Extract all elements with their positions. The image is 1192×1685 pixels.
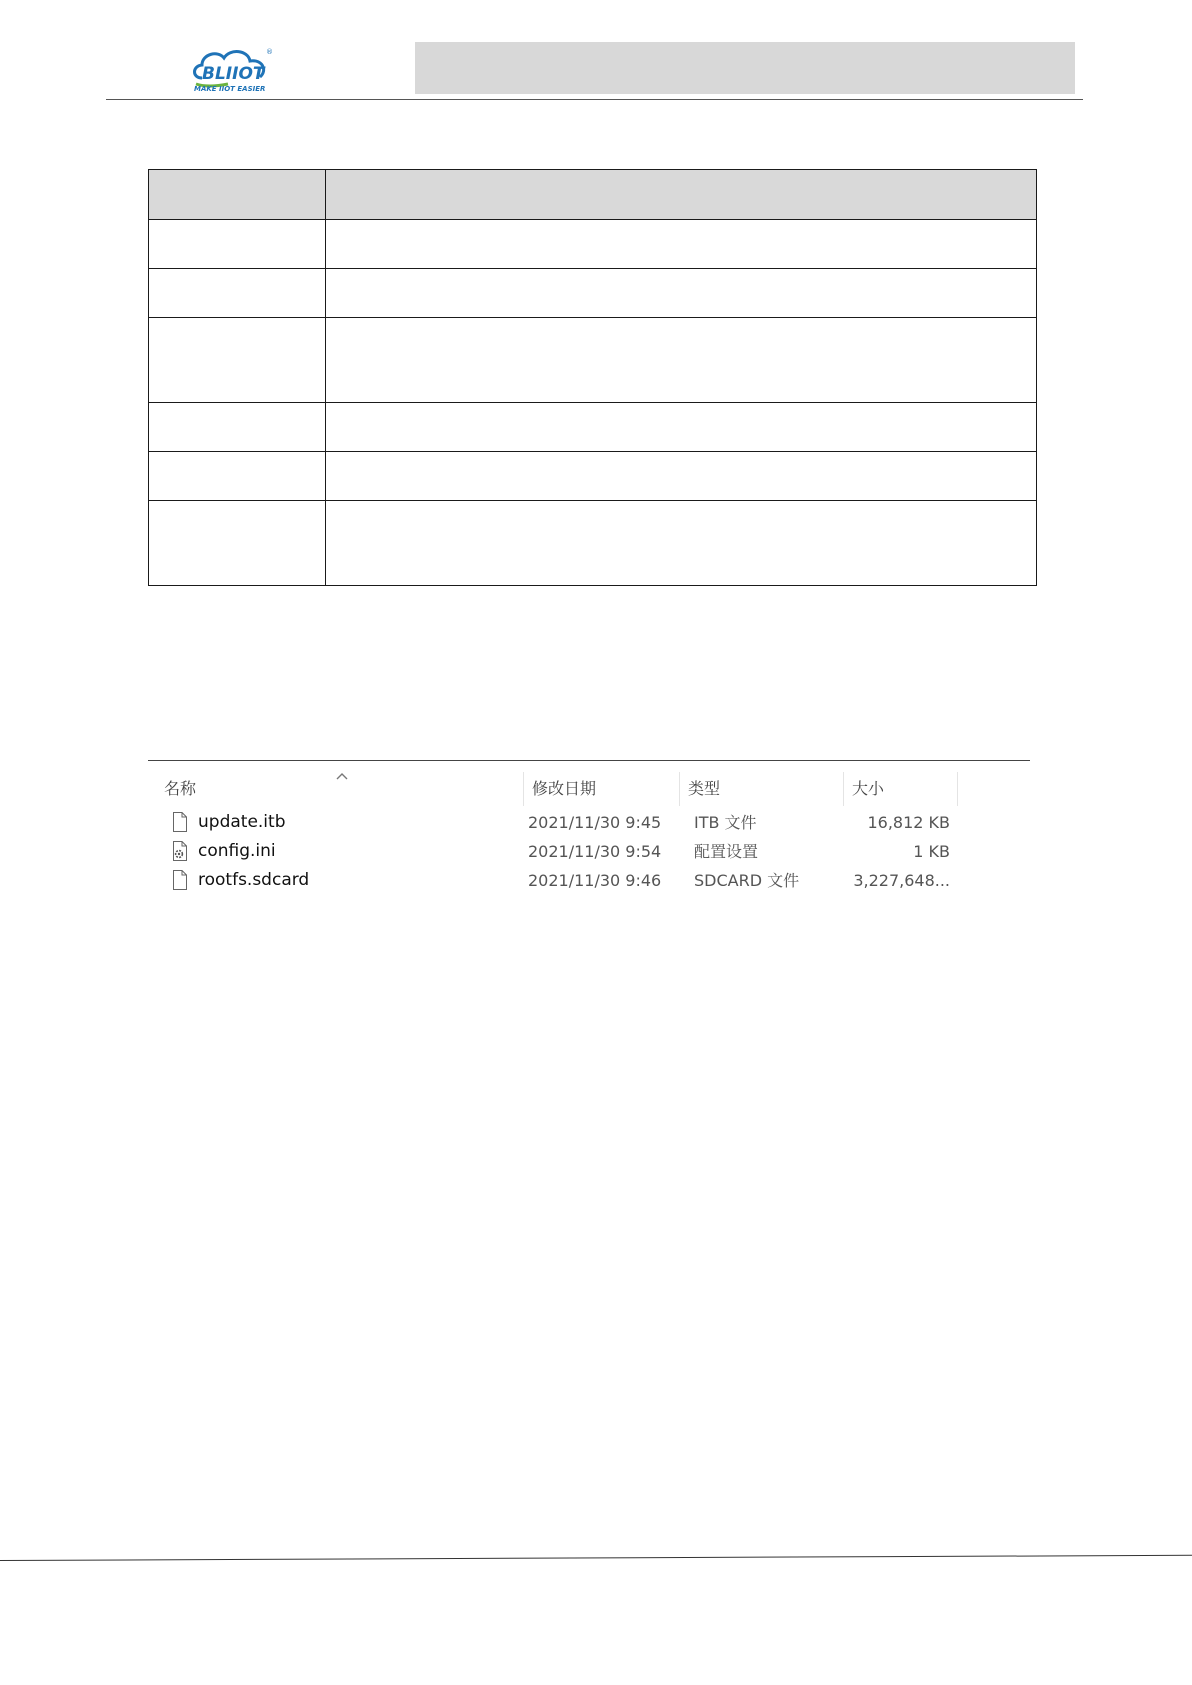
- table-header-cell: [326, 170, 1037, 220]
- table-row: [149, 501, 1037, 586]
- table-cell: [326, 452, 1037, 501]
- table-cell: [149, 318, 326, 403]
- table-cell: [149, 403, 326, 452]
- table-row: [149, 403, 1037, 452]
- table-cell: [149, 452, 326, 501]
- table-header-cell: [149, 170, 326, 220]
- column-header-type[interactable]: 类型: [680, 772, 844, 806]
- table-cell: [326, 403, 1037, 452]
- file-row-config-ini[interactable]: [148, 837, 958, 866]
- table-row: [149, 452, 1037, 501]
- column-header-date[interactable]: 修改日期: [524, 772, 680, 806]
- file-date: 2021/11/30 9:46: [528, 871, 662, 890]
- parameter-table: [148, 169, 1037, 586]
- table-cell: [149, 269, 326, 318]
- file-size: 3,227,648...: [853, 871, 950, 890]
- table-row: [149, 269, 1037, 318]
- table-cell: [149, 220, 326, 269]
- table-cell: [326, 318, 1037, 403]
- file-name: rootfs.sdcard: [198, 870, 310, 890]
- table-cell: [326, 269, 1037, 318]
- file-row-update-itb[interactable]: [148, 808, 958, 837]
- file-explorer-list: [148, 756, 1030, 912]
- blank-file-icon: [172, 869, 188, 891]
- svg-text:®: ®: [266, 48, 273, 56]
- table-cell: [326, 220, 1037, 269]
- file-type: SDCARD 文件: [694, 871, 800, 890]
- table-cell: [326, 501, 1037, 586]
- file-type: ITB 文件: [694, 813, 757, 832]
- explorer-top-divider: [148, 760, 1030, 761]
- header-banner: [415, 42, 1075, 94]
- file-type: 配置设置: [694, 842, 759, 861]
- file-name: config.ini: [198, 841, 276, 861]
- file-size: 16,812 KB: [867, 813, 950, 832]
- column-header-name[interactable]: 名称: [156, 772, 524, 806]
- file-date: 2021/11/30 9:45: [528, 813, 662, 832]
- table-row: [149, 220, 1037, 269]
- table-cell: [149, 501, 326, 586]
- column-header-size[interactable]: 大小: [844, 772, 958, 806]
- table-header-row: [149, 170, 1037, 220]
- settings-file-icon: [172, 840, 188, 862]
- svg-text:MAKE IIOT EASIER: MAKE IIOT EASIER: [194, 85, 266, 93]
- bliiot-logo: [188, 44, 284, 94]
- blank-file-icon: [172, 811, 188, 833]
- file-name: update.itb: [198, 812, 286, 832]
- file-size: 1 KB: [913, 842, 950, 861]
- file-date: 2021/11/30 9:54: [528, 842, 662, 861]
- svg-text:BLIIOT: BLIIOT: [202, 64, 265, 84]
- footer-divider: [0, 1555, 1192, 1561]
- header-divider: [106, 99, 1083, 100]
- file-row-rootfs-sdcard[interactable]: [148, 866, 958, 895]
- table-row: [149, 318, 1037, 403]
